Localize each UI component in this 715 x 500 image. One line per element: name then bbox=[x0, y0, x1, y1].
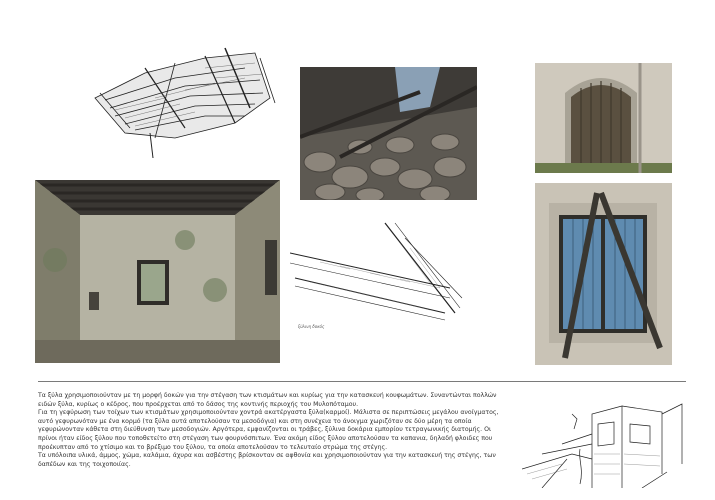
caption-paragraph-2: Για τη γεφύρωση των τοίχων των κτισμάτων χρησιμοποιούνταν χοντρά ακατέργαστα ξύλα(καρμοί). Μάλιστα σε περιπτώσεις μεγάλου ανοίγματος, αυτό γεφυρωνόταν με ένα κορμό (τα ξύλα αυτά αποτελούσαν τα μεσοδόγια) και στη συνέχεια το άνοιγμα χωριζόταν σε δύο μέρη τα οποία γεφυρώνονταν κάθετα στη διεύθυνση των μεσοδογιών. Αργότερα, εμφανίζονται οι τράβες, ξύλινα δοκάρια εμπορίου τετραγωνικής διατομής. Οι πρίνοι ήταν είδος ξύλου που τοποθετείτο στη στέγαση των φουρνόσπιτων. Ένα ακόμη είδος ξύλου αποτελούσαν τα καπανια, δηλαδή φλοιδες που προέκυπταν από το χτίσιμο και το βρέξιμο του ξύλου, τα οποία αποτελούσαν το τελευταίο στρώμα της στέγης. bbox=[38, 409, 499, 451]
photo-arched-door bbox=[535, 63, 672, 173]
sketch-wooden-beams bbox=[290, 218, 470, 336]
photo-interior-beams bbox=[35, 180, 280, 363]
caption-paragraph-1: Τα ξύλα χρησιμοποιούνταν με τη μορφή δοκών για την στέγαση των κτισμάτων και κυρίως για την κατασκευή κουφωμάτων. Συναντώνται πολλών ειδών ξύλα, κυρίως ο κέδρος, που προέρχεται από το δάσος της κοντινής περιοχής του Μυλοπόταμου. bbox=[38, 392, 497, 408]
sketch-label: ξύλινη δοκός bbox=[298, 324, 325, 329]
photo-stone-wall-roof bbox=[300, 67, 477, 200]
caption-text-block bbox=[38, 392, 508, 469]
section-divider bbox=[38, 381, 686, 382]
sketch-timber-pile bbox=[85, 38, 280, 163]
photo-blue-shutter-window bbox=[535, 183, 672, 365]
caption-paragraph-3: Τα υπόλοιπα υλικά, άμμος, χώμα, καλάμια, άχυρα και ασβέστης βρίσκονταν σε αφθονία και χρησιμοποιούνταν για την κατασκευή της στέγης, των δαπέδων και της τοιχοποιίας. bbox=[38, 452, 496, 468]
sketch-village-street bbox=[522, 384, 684, 488]
